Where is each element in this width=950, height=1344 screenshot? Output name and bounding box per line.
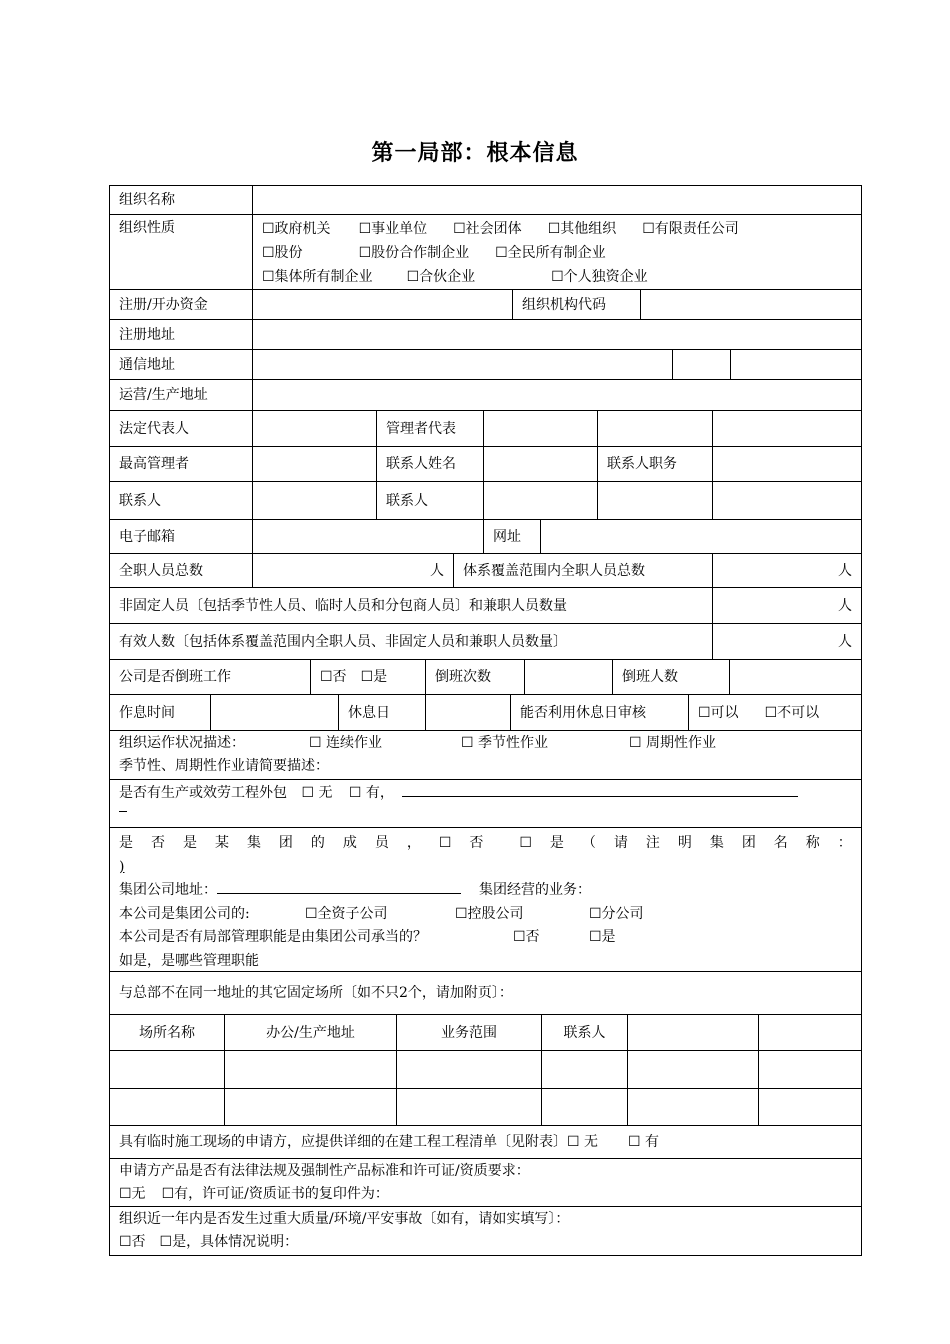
row-outsourcing [109, 780, 862, 828]
label-rest-audit: 能否利用休息日审核 [511, 695, 689, 730]
option-outsourcing-no[interactable]: ☐ 无 [301, 785, 333, 801]
operation-line-1 [119, 732, 852, 755]
label-mgmt-rep: 管理者代表 [377, 411, 484, 446]
option-social-group[interactable]: ☐社会团体 [453, 221, 522, 237]
nonfixed-field[interactable] [713, 588, 861, 623]
row-org-nature [109, 215, 862, 290]
option-sole-proprietor[interactable]: ☐个人独资企业 [551, 269, 648, 285]
label-contact-2: 联系人 [377, 482, 484, 519]
label-email: 电子邮箱 [110, 520, 253, 553]
effective-unit: 人 [838, 633, 852, 650]
label-shift-count: 倒班次数 [426, 660, 525, 694]
sites-header-scope: 业务范围 [397, 1015, 542, 1050]
group-relation-label: 本公司是集团公司的: [119, 905, 250, 922]
sites-header-extra-2 [759, 1015, 861, 1050]
label-website: 网址 [484, 520, 541, 553]
label-contact: 联系人 [110, 482, 253, 519]
label-fulltime: 全职人员总数 [110, 554, 253, 587]
group-q-char: 称 [805, 835, 820, 851]
row-org-name [109, 185, 862, 215]
group-address-label: 集团公司地址： [119, 882, 217, 898]
row-nonfixed [109, 588, 862, 624]
label-capital: 注册/开办资金 [110, 290, 253, 319]
row-shift [109, 660, 862, 695]
group-mgmt-line [119, 926, 852, 950]
option-continuous[interactable]: ☐ 连续作业 [309, 735, 383, 751]
group-q-char: 某 [214, 835, 229, 851]
option-product-no[interactable]: ☐无 [119, 1186, 146, 1202]
outsourcing-cell [110, 780, 861, 827]
operation-label: 组织运作状况描述： [119, 735, 245, 751]
row-legal-rep [109, 411, 862, 447]
sites-header-extra-1 [628, 1015, 759, 1050]
option-holding[interactable]: ☐控股公司 [455, 905, 524, 922]
mail-address-field[interactable] [253, 350, 673, 379]
shift-options [311, 660, 426, 694]
option-state-owned[interactable]: ☐全民所有制企业 [495, 245, 606, 261]
accident-question: 组织近一年内是否发生过重大质量/环境/平安事故〔如有，请如实填写〕： [119, 1211, 570, 1227]
reg-address-field[interactable] [253, 320, 861, 349]
group-question [119, 832, 852, 856]
site-name-cell[interactable] [110, 1051, 225, 1088]
group-q-char: 否 [469, 835, 484, 851]
operation-cell [110, 731, 861, 779]
group-q-char: 是 [119, 835, 133, 851]
group-q-char: 是 [182, 835, 197, 851]
site-extra-cell-2[interactable] [759, 1089, 861, 1125]
option-mgmt-no[interactable]: ☐否 [513, 929, 540, 945]
site-extra-cell[interactable] [628, 1051, 759, 1088]
row-accident [109, 1207, 862, 1256]
org-nature-line-3 [262, 265, 852, 289]
site-scope-cell[interactable] [397, 1089, 542, 1125]
contact-extra-field-2[interactable] [713, 482, 861, 519]
row-schedule [109, 695, 862, 731]
sites-heading: 与总部不在同一地址的其它固定场所〔如不只2个，请加附页〕： [119, 985, 513, 1001]
page-title: 第一局部：根本信息 [371, 140, 579, 166]
label-legal-rep: 法定代表人 [110, 411, 253, 446]
group-q-char: ： [837, 835, 852, 851]
label-top-manager: 最高管理者 [110, 447, 253, 481]
legal-rep-field[interactable] [253, 411, 377, 446]
temp-site-cell [110, 1126, 861, 1158]
shift-count-field[interactable] [525, 660, 613, 694]
option-shift-yes[interactable]: ☐是 [360, 669, 388, 685]
accident-options[interactable]: ☐否 ☐是，具体情况说明： [119, 1234, 299, 1250]
label-shift-work: 公司是否倒班工作 [110, 660, 311, 694]
contact-title-field[interactable] [713, 447, 861, 481]
product-question: 申请方产品是否有法律法规及强制性产品标准和许可证/资质要求： [119, 1163, 530, 1179]
sites-header-contact: 联系人 [542, 1015, 628, 1050]
mgmt-rep-field[interactable] [484, 411, 598, 446]
table-row [109, 1089, 862, 1126]
group-q-char: 是 [549, 835, 564, 851]
row-contact [109, 482, 862, 520]
scope-fulltime-unit: 人 [838, 562, 852, 579]
option-shares[interactable]: ☐股份 [262, 245, 303, 261]
group-q-char: 团 [741, 835, 756, 851]
org-nature-line-2 [262, 241, 852, 265]
basic-info-form [109, 185, 862, 1256]
site-contact-cell[interactable] [542, 1089, 628, 1125]
option-product-yes[interactable]: ☐有，许可证/资质证书的复印件为： [161, 1186, 389, 1202]
group-q-char: 请 [613, 835, 628, 851]
group-name-close [119, 856, 852, 880]
label-ops-address: 运营/生产地址 [110, 380, 253, 410]
org-nature-options [253, 215, 861, 289]
postcode-label-cell [673, 350, 731, 379]
mgmt-rep-extra-field-2[interactable] [713, 411, 861, 446]
option-other-org[interactable]: ☐其他组织 [547, 221, 617, 237]
group-q-char: 的 [310, 835, 325, 851]
group-q-char: 名 [773, 835, 788, 851]
sites-header-row [109, 1015, 862, 1051]
group-cell [110, 828, 861, 971]
option-partnership[interactable]: ☐合伙企业 [406, 269, 476, 285]
label-org-nature: 组织性质 [110, 215, 253, 289]
fulltime-field[interactable] [253, 554, 454, 587]
sites-header-name: 场所名称 [110, 1015, 225, 1050]
group-q-char: 集 [709, 835, 724, 851]
row-effective [109, 624, 862, 660]
row-operation [109, 731, 862, 780]
option-branch[interactable]: ☐分公司 [589, 905, 644, 922]
nonfixed-unit: 人 [838, 597, 852, 614]
row-group [109, 828, 862, 972]
site-scope-cell[interactable] [397, 1051, 542, 1088]
label-reg-address: 注册地址 [110, 320, 253, 349]
contact-2-field[interactable] [484, 482, 598, 519]
contact-name-field[interactable] [484, 447, 598, 481]
site-name-cell[interactable] [110, 1089, 225, 1125]
rest-day-field[interactable] [426, 695, 511, 730]
group-q-char: ， [406, 835, 421, 851]
label-contact-title: 联系人职务 [598, 447, 713, 481]
option-temp-site-yes[interactable]: ☐ 有 [628, 1134, 660, 1150]
sites-header-address: 办公/生产地址 [225, 1015, 397, 1050]
org-nature-line-1 [262, 217, 852, 241]
group-close-paren: ) [119, 858, 125, 875]
schedule-field[interactable] [211, 695, 339, 730]
option-institution[interactable]: ☐事业单位 [358, 221, 428, 237]
row-email [109, 520, 862, 554]
label-effective: 有效人数〔包括体系覆盖范围内全职人员、非固定人员和兼职人员数量〕 [110, 624, 713, 659]
site-extra-cell-2[interactable] [759, 1051, 861, 1088]
option-mgmt-yes[interactable]: ☐是 [589, 929, 616, 945]
option-government[interactable]: ☐政府机关 [262, 221, 331, 237]
label-rest-day: 休息日 [339, 695, 426, 730]
group-which-functions: 如是，是哪些管理职能 [119, 952, 259, 969]
contact-extra-field[interactable] [598, 482, 713, 519]
option-periodic[interactable]: ☐ 周期性作业 [629, 735, 717, 751]
label-schedule: 作息时间 [110, 695, 211, 730]
label-org-code: 组织机构代码 [513, 290, 641, 319]
group-q-char: 明 [677, 835, 692, 851]
scope-fulltime-field[interactable] [713, 554, 861, 587]
site-address-cell[interactable] [225, 1051, 397, 1088]
postcode-field[interactable] [731, 350, 861, 379]
ops-address-field[interactable] [253, 380, 861, 410]
product-cell [110, 1159, 861, 1206]
product-options [119, 1183, 852, 1206]
group-q-char: 员 [374, 835, 389, 851]
row-reg-address [109, 320, 862, 350]
option-seasonal[interactable]: ☐ 季节性作业 [461, 735, 549, 751]
org-code-field[interactable] [641, 290, 861, 319]
option-shift-no[interactable]: ☐否 [320, 669, 347, 685]
group-no-checkbox[interactable]: ☐ [438, 835, 452, 851]
row-top-manager [109, 447, 862, 482]
option-joint-stock[interactable]: ☐股份合作制企业 [358, 245, 470, 261]
row-ops-address [109, 380, 862, 411]
option-llc[interactable]: ☐有限责任公司 [642, 221, 739, 237]
label-contact-name: 联系人姓名 [377, 447, 484, 481]
rest-audit-options [689, 695, 861, 730]
option-wholly-owned[interactable]: ☐全资子公司 [305, 905, 388, 922]
site-contact-cell[interactable] [542, 1051, 628, 1088]
option-outsourcing-yes[interactable]: ☐ 有， [348, 785, 394, 801]
label-shift-people: 倒班人数 [613, 660, 730, 694]
label-nonfixed: 非固定人员〔包括季节性人员、临时人员和分包商人员〕和兼职人员数量 [110, 588, 713, 623]
temp-site-text: 具有临时施工现场的申请方，应提供详细的在建工程工程清单〔见附表〕☐ 无 [119, 1134, 598, 1150]
site-extra-cell[interactable] [628, 1089, 759, 1125]
operation-describe: 季节性、周期性作业请简要描述： [119, 758, 329, 774]
group-q-char: 团 [278, 835, 293, 851]
label-mail-address: 通信地址 [110, 350, 253, 379]
group-address-line [119, 879, 852, 903]
row-product [109, 1159, 862, 1207]
mgmt-rep-extra-field[interactable] [598, 411, 713, 446]
row-fulltime [109, 554, 862, 588]
fulltime-unit: 人 [430, 562, 444, 579]
option-collective[interactable]: ☐集体所有制企业 [262, 269, 373, 285]
group-relation-line [119, 903, 852, 927]
outsourcing-continuation [119, 804, 852, 812]
group-q-char: 注 [645, 835, 660, 851]
label-scope-fulltime: 体系覆盖范围内全职人员总数 [454, 554, 713, 587]
capital-field[interactable] [253, 290, 513, 319]
outsourcing-line [119, 782, 852, 804]
org-name-field[interactable] [253, 186, 861, 214]
row-temp-site [109, 1126, 862, 1159]
row-mail-address [109, 350, 862, 380]
accident-cell [110, 1207, 861, 1255]
shift-people-field[interactable] [730, 660, 861, 694]
row-capital [109, 290, 862, 320]
outsourcing-question: 是否有生产或效劳工程外包 [119, 785, 287, 801]
top-manager-field[interactable] [253, 447, 377, 481]
group-address-field[interactable] [217, 879, 461, 894]
table-row [109, 1051, 862, 1089]
label-org-name: 组织名称 [110, 186, 253, 214]
group-q-char: 否 [150, 835, 165, 851]
website-field[interactable] [541, 520, 861, 553]
row-sites-heading [109, 972, 862, 1015]
group-q-char: （ [581, 835, 596, 851]
option-rest-can[interactable]: ☐可以 [698, 704, 739, 721]
outsourcing-detail-line[interactable] [402, 782, 798, 797]
group-yes-checkbox[interactable]: ☐ [519, 835, 532, 851]
site-address-cell[interactable] [225, 1089, 397, 1125]
group-q-char: 成 [342, 835, 357, 851]
option-rest-cannot[interactable]: ☐不可以 [764, 704, 820, 721]
effective-field[interactable] [713, 624, 861, 659]
email-field[interactable] [253, 520, 484, 553]
group-q-char: 集 [246, 835, 261, 851]
group-business-label: 集团经营的业务： [479, 882, 591, 898]
contact-field[interactable] [253, 482, 377, 519]
group-mgmt-question: 本公司是否有局部管理职能是由集团公司承当的？ [119, 929, 427, 945]
